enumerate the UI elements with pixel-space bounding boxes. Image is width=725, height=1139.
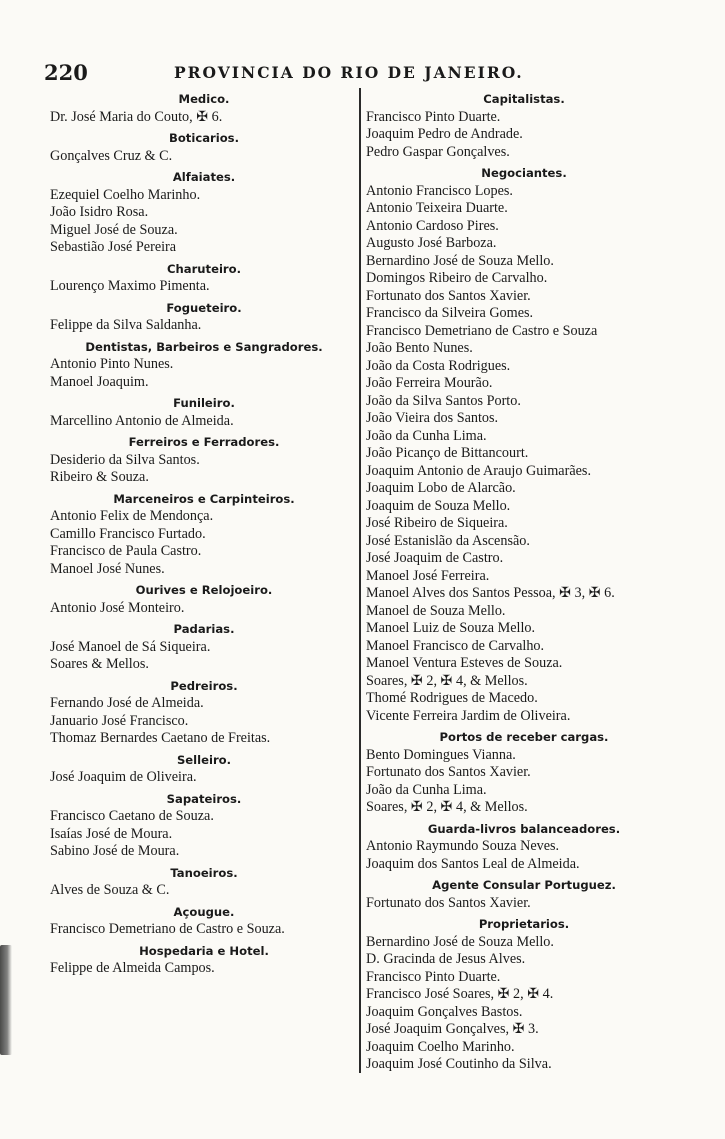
directory-entry: Manoel José Nunes. [50, 560, 165, 577]
directory-entry: Antonio Pinto Nunes. [50, 356, 174, 372]
directory-entry: José Ribeiro de Siqueira. [366, 515, 508, 531]
directory-entry: João Vieira dos Santos. [366, 410, 499, 426]
directory-entry: Fortunato dos Santos Xavier. [366, 764, 531, 780]
left-column [50, 91, 358, 982]
directory-entry: D. Gracinda de Jesus Alves. [366, 951, 526, 967]
directory-entry: José Manoel de Sá Siqueira. [50, 638, 211, 655]
directory-entry: Alves de Souza & C. [50, 882, 170, 898]
directory-entry: Dr. José Maria do Couto, ✠ 6. [50, 108, 223, 125]
directory-entry: Bento Domingues Vianna. [366, 746, 516, 763]
directory-entry: João da Cunha Lima. [366, 781, 487, 798]
directory-section [50, 491, 358, 583]
directory-entry: Francisco de Paula Castro. [50, 543, 202, 559]
directory-entry: José Joaquim de Oliveira. [50, 769, 197, 785]
directory-entry: Pedro Gaspar Gonçalves. [366, 143, 510, 160]
directory-entry: José Joaquim de Castro. [366, 550, 504, 566]
directory-entry: Manoel Ventura Esteves de Souza. [366, 655, 563, 671]
section-heading: Boticarios. [169, 131, 239, 145]
directory-entry: Francisco Pinto Duarte. [366, 108, 501, 125]
running-header [44, 60, 559, 84]
directory-section [50, 300, 358, 339]
directory-entry: João da Costa Rodrigues. [366, 357, 511, 374]
section-heading: Medico. [178, 92, 230, 106]
directory-entry: Francisco Caetano de Souza. [50, 808, 214, 824]
directory-entry: Joaquim Coelho Marinho. [366, 1038, 515, 1055]
directory-entry: Francisco Demetriano de Castro e Souza. [50, 921, 285, 937]
directory-section [50, 943, 358, 982]
directory-entry: Bernardino José de Souza Mello. [366, 933, 554, 950]
directory-section [50, 91, 358, 130]
directory-entry: Augusto José Barboza. [366, 235, 497, 251]
directory-entry: João Picanço de Bittancourt. [366, 445, 529, 461]
page-edge-shadow [0, 945, 12, 1055]
directory-entry: Thomaz Bernardes Caetano de Freitas. [50, 730, 271, 746]
section-heading: Selleiro. [176, 752, 232, 767]
directory-entry: Manoel Alves dos Santos Pessoa, ✠ 3, ✠ 6. [366, 585, 615, 601]
directory-entry: Soares, ✠ 2, ✠ 4, & Mellos. [366, 799, 528, 815]
directory-section [366, 821, 682, 878]
directory-entry: Desiderio da Silva Santos. [50, 451, 200, 468]
directory-section [50, 865, 358, 904]
directory-entry: Sabino José de Moura. [50, 843, 180, 859]
directory-entry: Manoel Francisco de Carvalho. [366, 637, 545, 654]
directory-entry: Camillo Francisco Furtado. [50, 525, 206, 542]
directory-entry: Bernardino José de Souza Mello. [366, 252, 554, 269]
directory-entry: Joaquim Lobo de Alarcão. [366, 480, 516, 496]
directory-section [50, 904, 358, 943]
section-heading: Sapateiros. [166, 791, 242, 806]
section-heading: Negociantes. [481, 166, 567, 180]
directory-entry: Joaquim dos Santos Leal de Almeida. [366, 855, 580, 872]
column-divider [359, 88, 361, 1073]
section-heading: Guarda-livros balanceadores. [427, 821, 621, 836]
section-heading: Dentistas, Barbeiros e Sangradores. [85, 339, 323, 354]
directory-entry: José Estanislão da Ascensão. [366, 532, 530, 549]
directory-section [50, 434, 358, 491]
directory-entry: Antonio Teixeira Duarte. [366, 200, 508, 216]
directory-section [50, 752, 358, 791]
directory-entry: Domingos Ribeiro de Carvalho. [366, 270, 548, 286]
section-heading: Padarias. [173, 622, 235, 636]
directory-entry: Isaías José de Moura. [50, 825, 173, 842]
directory-section [366, 877, 682, 916]
directory-entry: João Bento Nunes. [366, 340, 473, 356]
directory-entry: Ribeiro & Souza. [50, 469, 149, 485]
directory-entry: Francisco da Silveira Gomes. [366, 305, 534, 321]
directory-entry: João Isidro Rosa. [50, 204, 149, 220]
directory-section [50, 791, 358, 865]
directory-entry: João da Silva Santos Porto. [366, 392, 521, 409]
directory-entry: Joaquim Antonio de Araujo Guimarães. [366, 462, 591, 479]
section-heading: Capitalistas. [483, 92, 565, 106]
directory-entry: Miguel José de Souza. [50, 221, 178, 238]
section-heading: Marceneiros e Carpinteiros. [113, 491, 295, 506]
directory-entry: Felippe da Silva Saldanha. [50, 317, 202, 333]
directory-entry: Manoel José Ferreira. [366, 567, 490, 584]
directory-entry: Manoel Joaquim. [50, 373, 149, 390]
section-heading: Alfaiates. [172, 170, 236, 184]
directory-section [50, 339, 358, 396]
directory-entry: Antonio Cardoso Pires. [366, 217, 499, 234]
directory-entry: Ezequiel Coelho Marinho. [50, 186, 201, 203]
section-heading: Ferreiros e Ferradores. [128, 435, 280, 449]
directory-entry: Joaquim José Coutinho da Silva. [366, 1056, 552, 1072]
directory-entry: Joaquim Pedro de Andrade. [366, 126, 523, 142]
section-heading: Fogueteiro. [166, 300, 242, 315]
directory-section [50, 395, 358, 434]
directory-entry: José Joaquim Gonçalves, ✠ 3. [366, 1021, 539, 1037]
section-heading: Charuteiro. [166, 261, 242, 276]
directory-entry: Fortunato dos Santos Xavier. [366, 894, 531, 911]
directory-entry: Antonio Francisco Lopes. [366, 182, 513, 199]
directory-section [50, 582, 358, 621]
directory-entry: Fernando José de Almeida. [50, 695, 204, 711]
directory-entry: Felippe de Almeida Campos. [50, 960, 215, 976]
directory-entry: Francisco José Soares, ✠ 2, ✠ 4. [366, 986, 554, 1002]
directory-entry: Gonçalves Cruz & C. [50, 147, 173, 164]
directory-section [50, 130, 358, 169]
section-heading: Proprietarios. [478, 917, 570, 931]
directory-entry: Vicente Ferreira Jardim de Oliveira. [366, 707, 571, 724]
directory-section [366, 91, 682, 165]
directory-entry: Joaquim de Souza Mello. [366, 497, 511, 514]
directory-section [50, 169, 358, 261]
directory-section [366, 165, 682, 729]
directory-entry: Lourenço Maximo Pimenta. [50, 278, 210, 294]
directory-entry: Antonio José Monteiro. [50, 599, 185, 616]
directory-entry: Manoel Luiz de Souza Mello. [366, 620, 536, 636]
page-number: 220 [44, 60, 88, 85]
right-column [366, 91, 682, 1078]
section-heading: Pedreiros. [170, 678, 238, 693]
directory-entry: Francisco Demetriano de Castro e Souza [366, 322, 598, 339]
section-heading: Ourives e Relojoeiro. [135, 583, 273, 597]
directory-entry: Joaquim Gonçalves Bastos. [366, 1003, 523, 1020]
directory-entry: João da Cunha Lima. [366, 427, 487, 444]
directory-entry: Soares, ✠ 2, ✠ 4, & Mellos. [366, 672, 528, 689]
directory-entry: Fortunato dos Santos Xavier. [366, 287, 531, 304]
directory-section [50, 621, 358, 678]
section-heading: Funileiro. [173, 396, 235, 410]
directory-section [366, 729, 682, 821]
directory-entry: Manoel de Souza Mello. [366, 602, 506, 619]
section-heading: Agente Consular Portuguez. [432, 878, 616, 892]
directory-entry: Francisco Pinto Duarte. [366, 968, 501, 985]
directory-entry: Antonio Raymundo Souza Neves. [366, 838, 560, 854]
directory-entry: Thomé Rodrigues de Macedo. [366, 690, 538, 706]
directory-section [366, 916, 682, 1078]
directory-entry: Sebastião José Pereira [50, 239, 177, 255]
directory-entry: Januario José Francisco. [50, 712, 189, 729]
section-heading: Portos de receber cargas. [439, 730, 609, 744]
directory-section [50, 261, 358, 300]
directory-entry: Soares & Mellos. [50, 656, 149, 672]
directory-section [50, 678, 358, 752]
directory-entry: João Ferreira Mourão. [366, 375, 493, 391]
section-heading: Açougue. [173, 904, 235, 919]
section-heading: Hospedaria e Hotel. [139, 943, 269, 958]
page-title: PROVINCIA DO RIO DE JANEIRO. [174, 63, 524, 82]
directory-entry: Antonio Felix de Mendonça. [50, 508, 214, 524]
directory-entry: Marcellino Antonio de Almeida. [50, 412, 234, 429]
section-heading: Tanoeiros. [170, 865, 238, 880]
